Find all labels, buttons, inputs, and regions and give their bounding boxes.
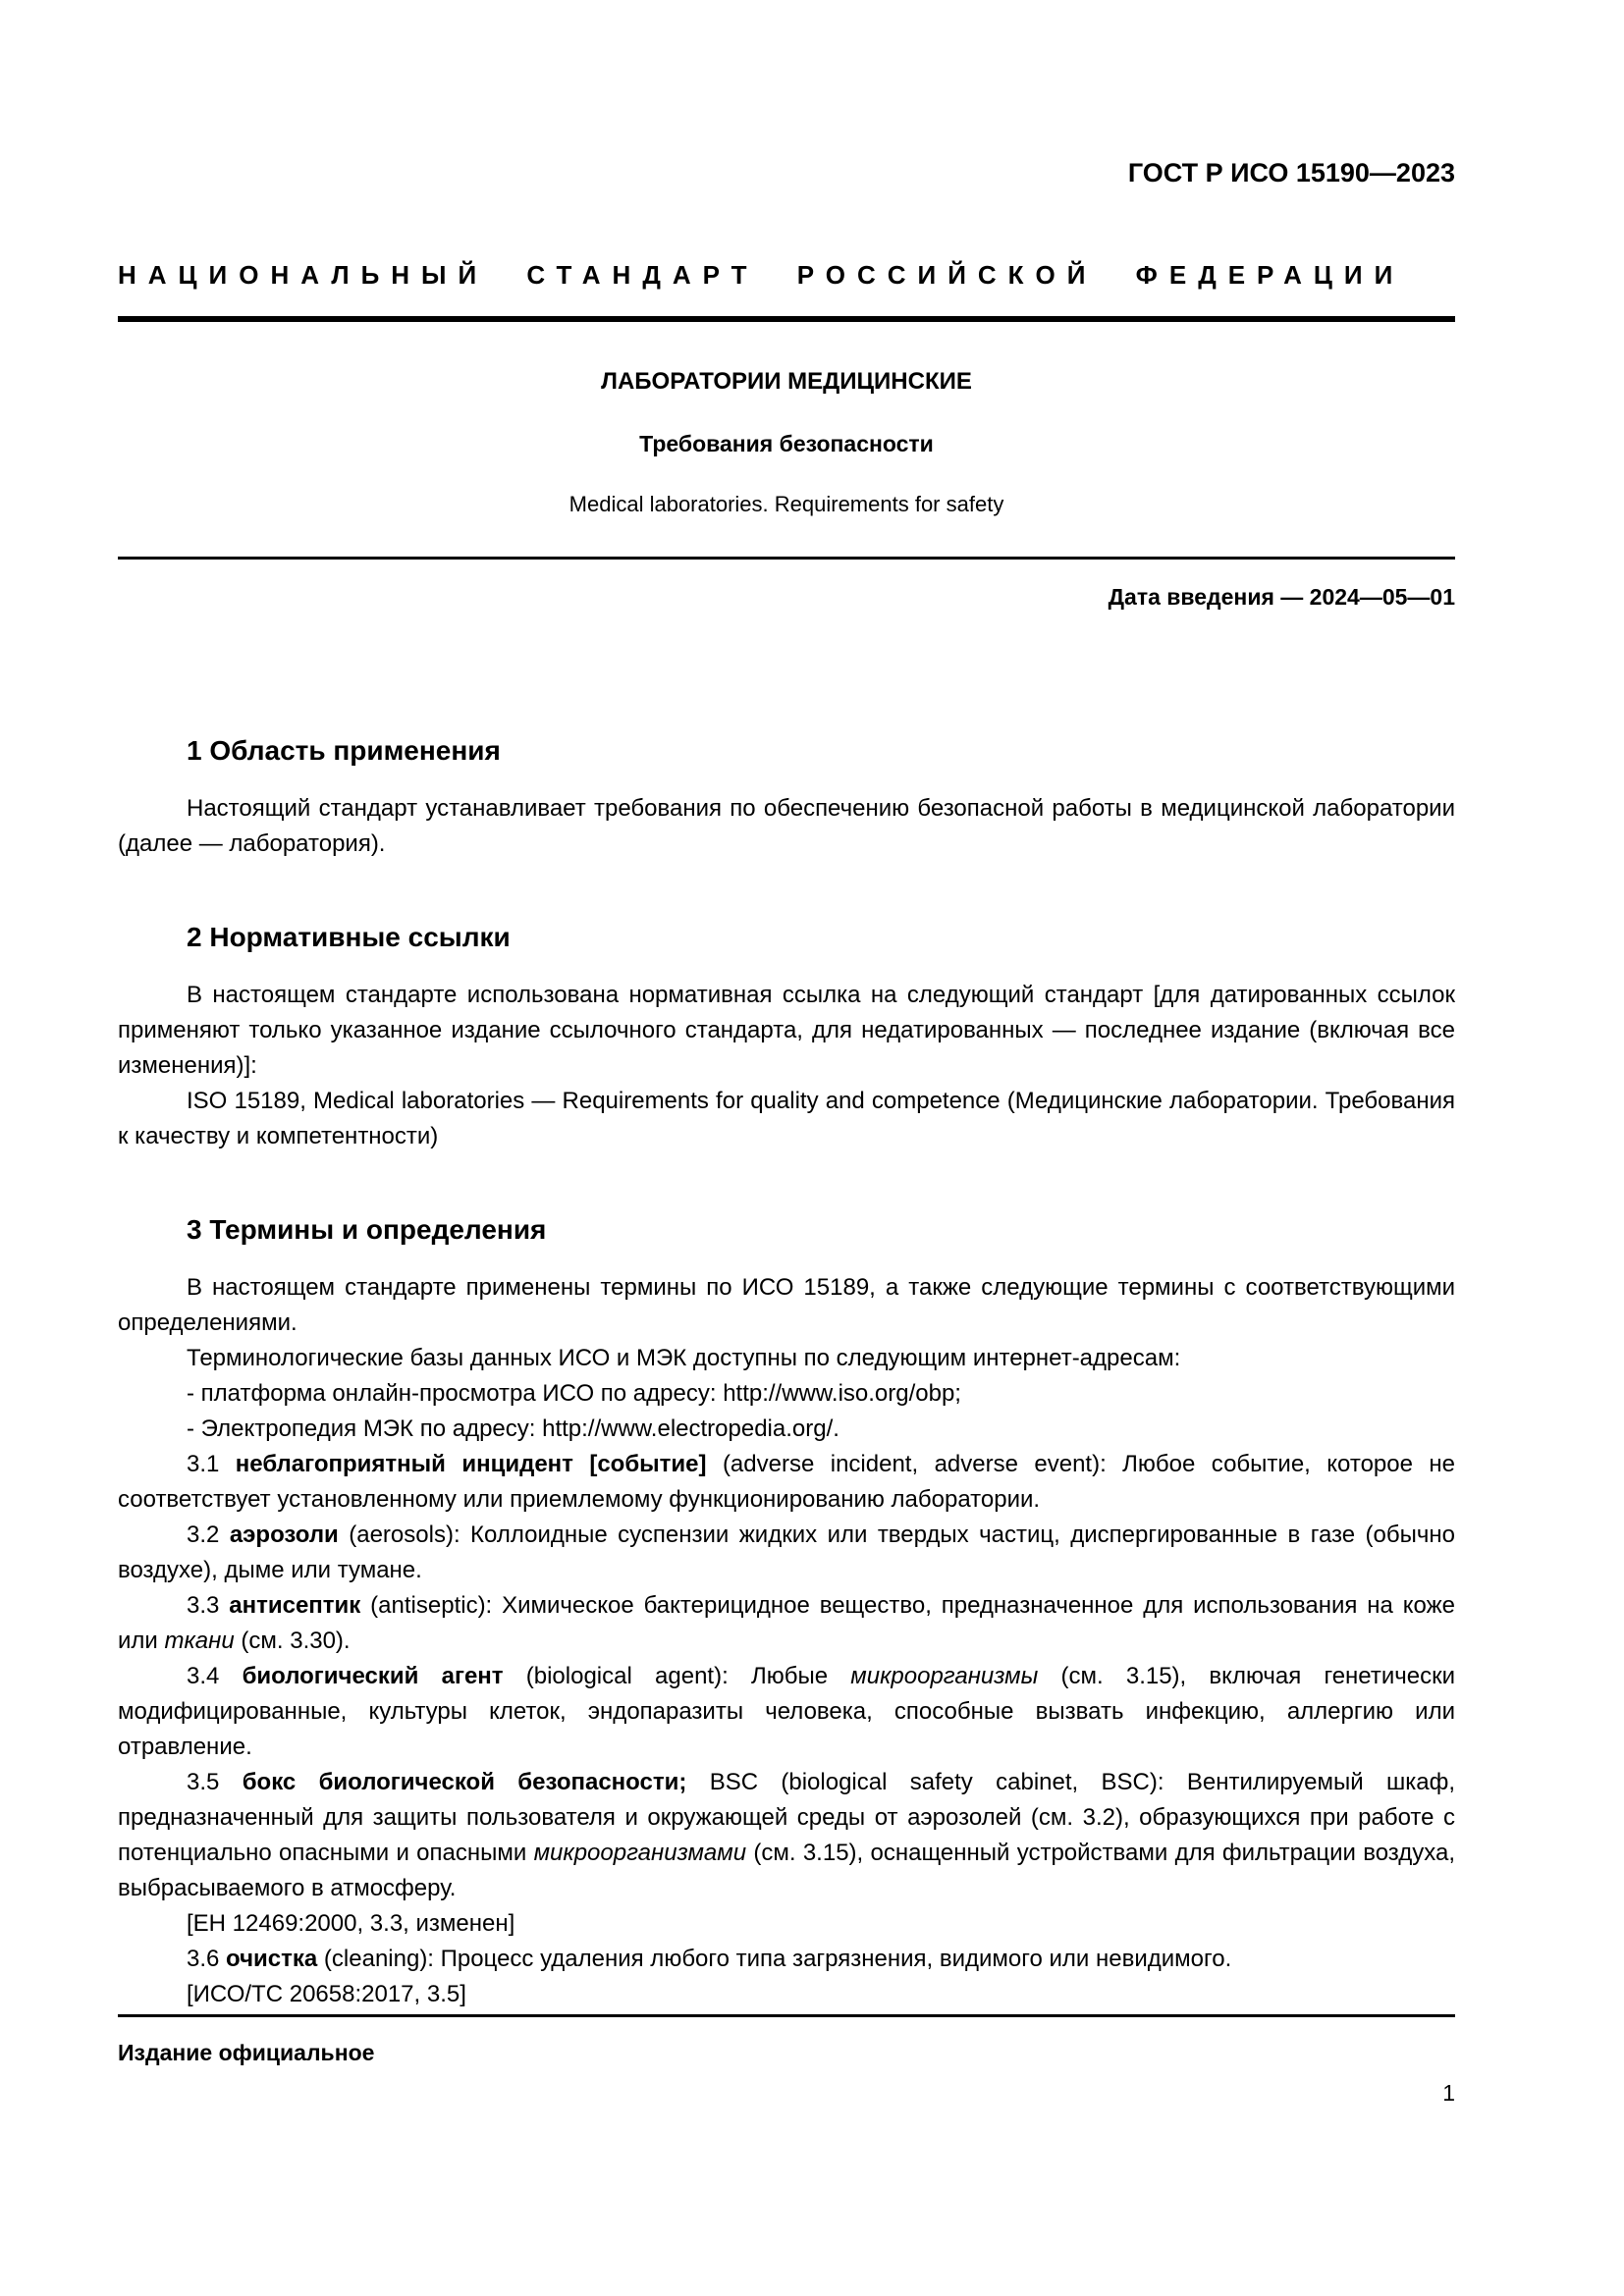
- document-body: [118, 734, 1455, 2012]
- text-run: микроорганизмами: [533, 1840, 747, 1866]
- effective-date: Дата введения — 2024—05—01: [1108, 584, 1455, 610]
- header-rule: [118, 316, 1455, 322]
- document-title-en: Medical laboratories. Requirements for safety: [568, 492, 1004, 516]
- national-standard-banner: НАЦИОНАЛЬНЫЙ СТАНДАРТ РОССИЙСКОЙ ФЕДЕРАЦИИ: [118, 260, 1405, 290]
- section-2-heading: 2 Нормативные ссылки: [187, 922, 511, 952]
- text-run: ткани: [164, 1628, 235, 1654]
- term-3-1: 3.1 неблагоприятный инцидент [событие] (adverse incident, adverse event): Любое событие, которое не соответствует установленному или приемлемому функционированию лаборатории.: [118, 1451, 1455, 1513]
- text-run: бокс биологической безопасности;: [242, 1769, 687, 1795]
- term-3-5: 3.5 бокс биологической безопасности; BSC (biological safety cabinet, BSC): Вентилируемый шкаф, предназначенный для защиты пользователя и окружающей среды от аэрозолей (см. 3.2), образующихся при работе с потенциально опасными и опасными микроорганизмами (см. 3.15), оснащенный устройствами для фильтрации воздуха, выбрасываемого в атмосферу.: [118, 1769, 1456, 1901]
- term-3-4: 3.4 биологический агент (biological agent): Любые микроорганизмы (см. 3.15), включая генетически модифицированные, культуры клеток, эндопаразиты человека, способные вызвать инфекцию, аллергию или отравление.: [118, 1663, 1456, 1760]
- text-run: биологический агент: [242, 1663, 504, 1689]
- text-run: аэрозоли: [229, 1522, 339, 1548]
- edition-note: Издание официальное: [118, 2040, 375, 2065]
- section-3-list-item-iec: - Электропедия МЭК по адресу: http://www.electropedia.org/.: [187, 1415, 839, 1442]
- term-3-3: 3.3 антисептик (antiseptic): Химическое бактерицидное вещество, предназначенное для использования на коже или ткани (см. 3.30).: [118, 1592, 1456, 1654]
- doc-number: ГОСТ Р ИСО 15190—2023: [1127, 158, 1455, 187]
- section-1-paragraph: Настоящий стандарт устанавливает требования по обеспечению безопасной работы в медицинской лаборатории (далее — лаборатория).: [118, 795, 1455, 857]
- section-3-intro-1: В настоящем стандарте применены термины по ИСО 15189, а также следующие термины с соответствующими определениями.: [118, 1274, 1455, 1336]
- text-run: антисептик: [229, 1592, 361, 1619]
- document-subtitle-ru: Требования безопасности: [639, 431, 934, 456]
- term-3-2: 3.2 аэрозоли (aerosols): Коллоидные суспензии жидких или твердых частиц, диспергированные в газе (обычно воздухе), дыме или тумане.: [118, 1522, 1456, 1583]
- section-3-heading: 3 Термины и определения: [187, 1214, 547, 1245]
- document-title-ru: ЛАБОРАТОРИИ МЕДИЦИНСКИЕ: [601, 368, 972, 395]
- term-3-6: 3.6 очистка (cleaning): Процесс удаления любого типа загрязнения, видимого или невидимого.: [187, 1946, 1232, 1972]
- footer-rule: [118, 2014, 1455, 2017]
- term-3-6-source: [ИСО/ТС 20658:2017, 3.5]: [187, 1981, 466, 2007]
- page-number: 1: [1442, 2080, 1455, 2106]
- page-footer: [118, 2014, 1455, 2066]
- title-rule: [118, 557, 1455, 560]
- section-2-paragraph-1: В настоящем стандарте использована нормативная ссылка на следующий стандарт [для датированных ссылок применяют только указанное издание ссылочного стандарта, для недатированных — последнее издание (включая все изменения)]:: [118, 982, 1455, 1079]
- text-run: микроорганизмы: [850, 1663, 1039, 1689]
- section-1-heading: 1 Область применения: [187, 735, 501, 766]
- text-run: очистка: [226, 1946, 318, 1972]
- section-3-list-item-iso: - платформа онлайн-просмотра ИСО по адресу: http://www.iso.org/obp;: [187, 1380, 961, 1407]
- text-run: неблагоприятный инцидент [событие]: [235, 1451, 707, 1477]
- section-3-intro-2: Терминологические базы данных ИСО и МЭК доступны по следующим интернет-адресам:: [187, 1345, 1181, 1371]
- term-3-5-source: [ЕН 12469:2000, 3.3, изменен]: [187, 1910, 515, 1937]
- section-2-paragraph-2: ISO 15189, Medical laboratories — Requirements for quality and competence (Медицинские лаборатории. Требования к качеству и компетентности): [118, 1088, 1455, 1149]
